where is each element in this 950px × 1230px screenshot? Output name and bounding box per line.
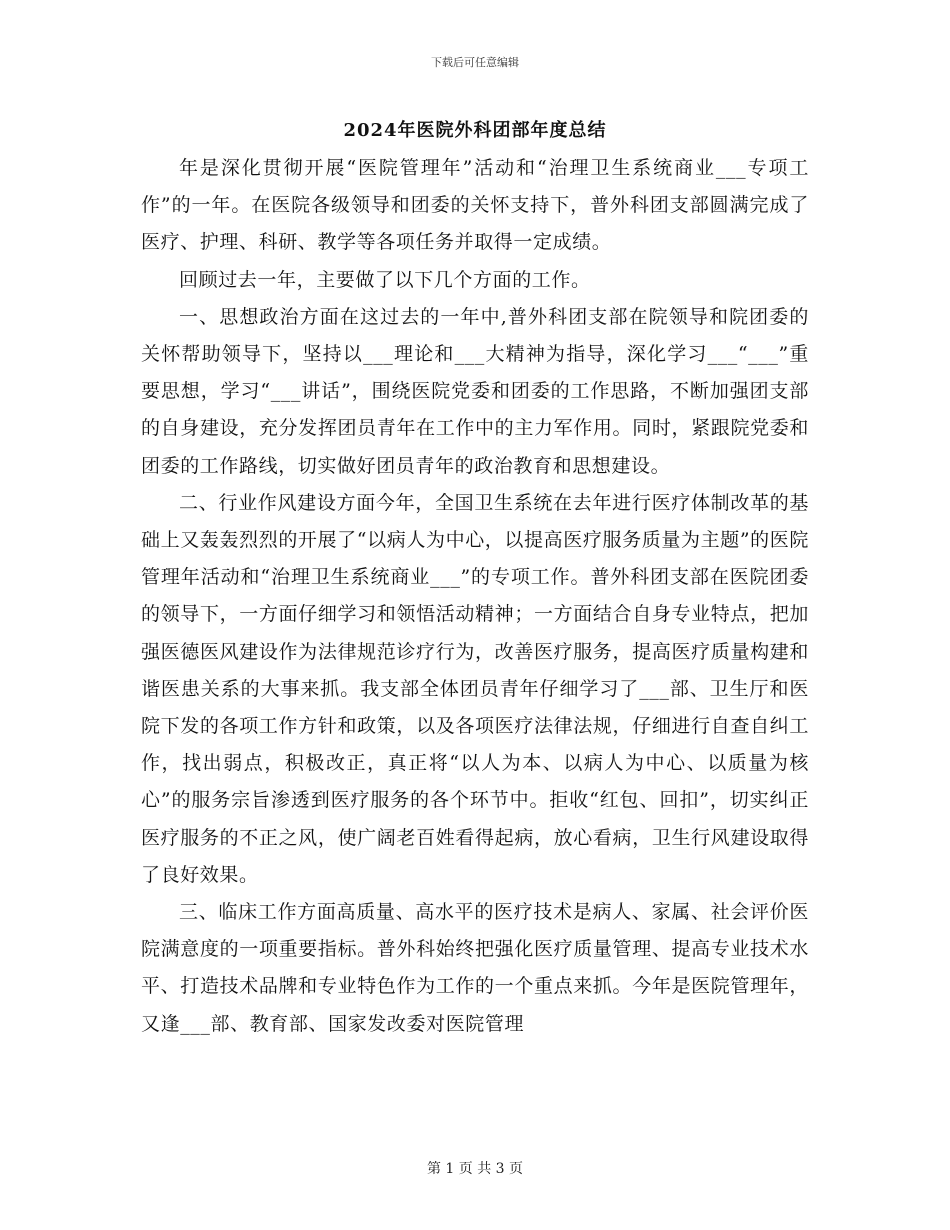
document-title: 2024年医院外科团部年度总结 bbox=[343, 120, 607, 141]
paragraph-section-3: 三、临床工作方面高质量、高水平的医疗技术是病人、家属、社会评价医院满意度的一项重要指标。普外科始终把强化医疗质量管理、提高专业技术水平、打造技术品牌和专业特色作为工作的一个重点来抓。今年是医院管理年，又逢___部、教育部、国家发改委对医院管理 bbox=[141, 901, 809, 1035]
paragraph-intro: 年是深化贯彻开展“医院管理年”活动和“治理卫生系统商业___专项工作”的一年。在医院各级领导和团委的关怀支持下，普外科团支部圆满完成了医疗、护理、科研、教学等各项任务并取得一定成绩。 bbox=[141, 157, 809, 254]
paragraph-section-2: 二、行业作风建设方面今年，全国卫生系统在去年进行医疗体制改革的基础上又轰轰烈烈的开展了“以病人为中心，以提高医疗服务质量为主题”的医院管理年活动和“治理卫生系统商业___”的专项工作。普外科团支部在医院团委的领导下，一方面仔细学习和领悟活动精神；一方面结合自身专业特点，把加强医德医风建设作为法律规范诊疗行为，改善医疗服务，提高医疗质量构建和谐医患关系的大事来抓。我支部全体团员青年仔细学习了___部、卫生厅和医院下发的各项工作方针和政策，以及各项医疗法律法规，仔细进行自查自纠工作，找出弱点，积极改正，真正将“以人为本、以病人为中心、以质量为核心”的服务宗旨渗透到医疗服务的各个环节中。拒收“红包、回扣”，切实纠正医疗服务的不正之风，使广阔老百姓看得起病，放心看病，卫生行风建设取得了良好效果。 bbox=[141, 491, 809, 886]
header-note: 下载后可任意编辑 bbox=[431, 56, 519, 69]
paragraph-review: 回顾过去一年，主要做了以下几个方面的工作。 bbox=[179, 268, 591, 291]
document-body bbox=[141, 150, 809, 1043]
page-number-footer: 第 1 页 共 3 页 bbox=[426, 1161, 524, 1177]
paragraph-section-1: 一、思想政治方面在这过去的一年中,普外科团支部在院领导和院团委的关怀帮助领导下，坚持以___理论和___大精神为指导，深化学习___“___”重要思想，学习“___讲话”，围绕医院党委和团委的工作思路，不断加强团支部的自身建设，充分发挥团员青年在工作中的主力军作用。同时，紧跟院党委和团委的工作路线，切实做好团员青年的政治教育和思想建设。 bbox=[141, 305, 809, 477]
